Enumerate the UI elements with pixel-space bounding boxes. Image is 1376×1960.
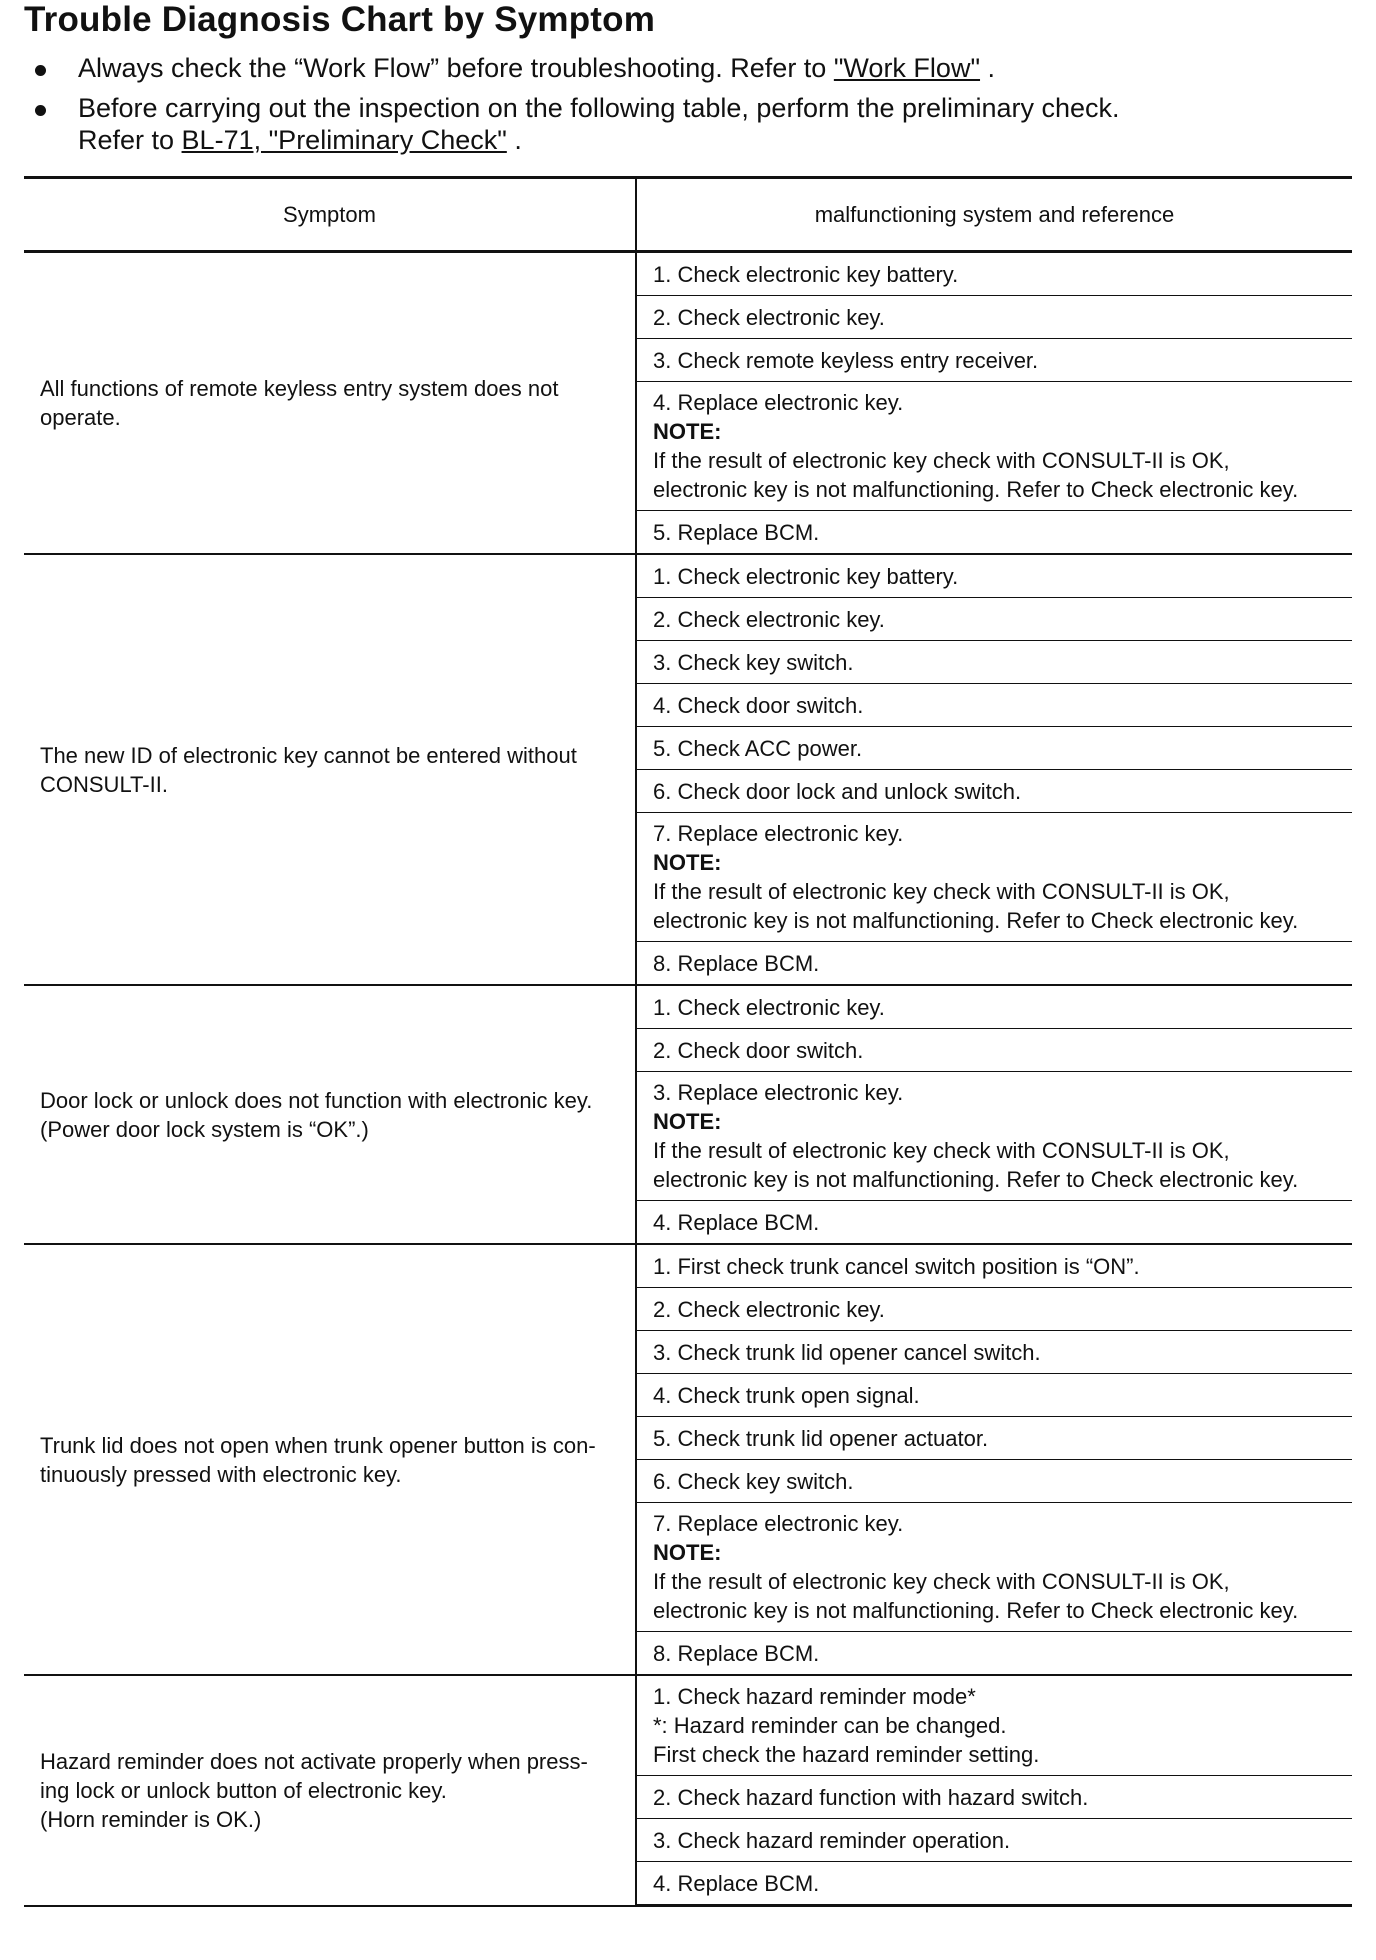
symptom-cell <box>24 252 636 555</box>
step-cell: 4. Check trunk open signal. <box>636 1374 1352 1417</box>
diagnosis-table <box>24 176 1352 1907</box>
step-text: 3. Replace electronic key. <box>653 1080 904 1105</box>
table-header-row <box>24 178 1352 252</box>
step-cell: 2. Check door switch. <box>636 1029 1352 1072</box>
step-cell: 1. First check trunk cancel switch position is “ON”. <box>636 1244 1352 1288</box>
bullet-dot-icon <box>35 105 46 116</box>
symptom-cell <box>24 1244 636 1675</box>
step-cell: 1. Check electronic key battery. <box>636 554 1352 598</box>
step-cell: 3. Check remote keyless entry receiver. <box>636 339 1352 382</box>
table-row <box>24 1244 1352 1288</box>
step-cell <box>636 1675 1352 1776</box>
step-cell: 2. Check hazard function with hazard switch. <box>636 1776 1352 1819</box>
bullet-text: Always check the “Work Flow” before troubleshooting. Refer to <box>78 53 834 83</box>
table-row <box>24 985 1352 1029</box>
symptom-text: (Horn reminder is OK.) <box>40 1806 262 1832</box>
table-row <box>24 1675 1352 1776</box>
step-cell: 2. Check electronic key. <box>636 296 1352 339</box>
step-cell: 8. Replace BCM. <box>636 1632 1352 1676</box>
note-label: NOTE: <box>653 1109 722 1134</box>
step-cell <box>636 813 1352 942</box>
note-text: If the result of electronic key check with CONSULT-II is OK, <box>653 1569 1230 1594</box>
step-cell: 8. Replace BCM. <box>636 942 1352 986</box>
note-text: If the result of electronic key check with CONSULT-II is OK, <box>653 1138 1230 1163</box>
step-cell: 4. Replace BCM. <box>636 1862 1352 1906</box>
step-text: 1. Check hazard reminder mode* <box>653 1684 976 1709</box>
step-cell: 3. Check hazard reminder operation. <box>636 1819 1352 1862</box>
step-text: 7. Replace electronic key. <box>653 1511 904 1536</box>
bullet-after: . <box>506 125 522 155</box>
step-cell: 4. Check door switch. <box>636 684 1352 727</box>
step-cell: 2. Check electronic key. <box>636 598 1352 641</box>
bullet-preliminary-check <box>30 92 1350 156</box>
bullet-after: . <box>980 53 996 83</box>
note-text: electronic key is not malfunctioning. Refer to Check electronic key. <box>653 908 1299 933</box>
symptom-cell <box>24 554 636 985</box>
step-text: 4. Replace electronic key. <box>653 390 904 415</box>
symptom-text: Trunk lid does not open when trunk opener button is con- <box>40 1432 596 1458</box>
symptom-text: All functions of remote keyless entry system does not operate. <box>40 376 559 430</box>
note-text: electronic key is not malfunctioning. Refer to Check electronic key. <box>653 1598 1299 1623</box>
symptom-text: ing lock or unlock button of electronic key. <box>40 1777 447 1803</box>
symptom-text: (Power door lock system is “OK”.) <box>40 1116 369 1142</box>
note-text: electronic key is not malfunctioning. Refer to Check electronic key. <box>653 477 1299 502</box>
symptom-text: The new ID of electronic key cannot be entered without CONSULT-II. <box>40 742 577 797</box>
note-label: NOTE: <box>653 1540 722 1565</box>
symptom-cell <box>24 985 636 1244</box>
step-cell: 6. Check door lock and unlock switch. <box>636 770 1352 813</box>
symptom-text: Door lock or unlock does not function with electronic key. <box>40 1087 593 1113</box>
bullet-text: Before carrying out the inspection on the following table, perform the preliminary check. <box>78 93 1120 123</box>
symptom-text: tinuously pressed with electronic key. <box>40 1461 402 1487</box>
step-text: First check the hazard reminder setting. <box>653 1742 1040 1767</box>
work-flow-link[interactable]: "Work Flow" <box>833 53 981 83</box>
step-cell: 1. Check electronic key. <box>636 985 1352 1029</box>
step-cell: 5. Check ACC power. <box>636 727 1352 770</box>
note-text: electronic key is not malfunctioning. Refer to Check electronic key. <box>653 1167 1299 1192</box>
table-row <box>24 554 1352 598</box>
step-cell: 6. Check key switch. <box>636 1460 1352 1503</box>
step-cell <box>636 1072 1352 1201</box>
page-title: Trouble Diagnosis Chart by Symptom <box>24 0 656 39</box>
bullet-dot-icon <box>35 65 46 76</box>
step-text: *: Hazard reminder can be changed. <box>653 1713 1007 1738</box>
bullet-work-flow <box>30 52 1350 84</box>
header-reference: malfunctioning system and reference <box>636 178 1352 252</box>
preliminary-check-link[interactable]: BL-71, "Preliminary Check" <box>181 125 507 155</box>
symptom-text: Hazard reminder does not activate properly when press- <box>40 1748 588 1774</box>
header-symptom: Symptom <box>24 178 636 252</box>
note-label: NOTE: <box>653 850 722 875</box>
step-cell: 3. Check trunk lid opener cancel switch. <box>636 1331 1352 1374</box>
step-cell: 5. Replace BCM. <box>636 511 1352 555</box>
step-cell <box>636 1503 1352 1632</box>
step-cell: 4. Replace BCM. <box>636 1201 1352 1245</box>
table-row <box>24 252 1352 296</box>
instruction-list <box>30 52 1350 156</box>
note-label: NOTE: <box>653 419 722 444</box>
bullet-text-2: Refer to <box>78 125 182 155</box>
note-text: If the result of electronic key check with CONSULT-II is OK, <box>653 879 1230 904</box>
symptom-cell <box>24 1675 636 1906</box>
step-cell: 2. Check electronic key. <box>636 1288 1352 1331</box>
note-text: If the result of electronic key check with CONSULT-II is OK, <box>653 448 1230 473</box>
step-cell: 1. Check electronic key battery. <box>636 252 1352 296</box>
step-cell: 3. Check key switch. <box>636 641 1352 684</box>
step-cell <box>636 382 1352 511</box>
step-text: 7. Replace electronic key. <box>653 821 904 846</box>
step-cell: 5. Check trunk lid opener actuator. <box>636 1417 1352 1460</box>
